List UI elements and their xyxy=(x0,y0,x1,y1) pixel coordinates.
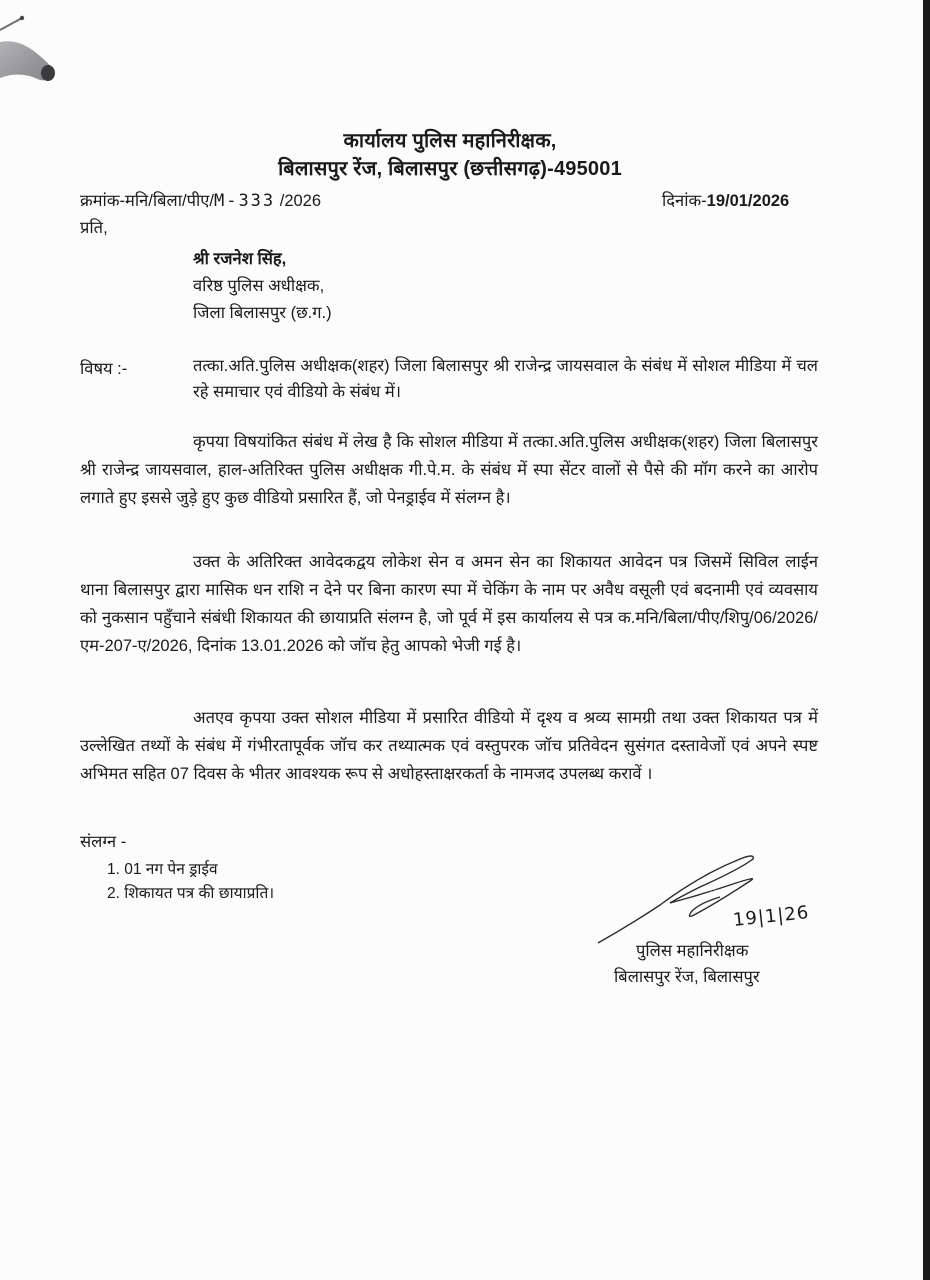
enclosure-item-2: 2. शिकायत पत्र की छायाप्रति। xyxy=(107,885,275,902)
reference-suffix: /2026 xyxy=(275,192,322,210)
addressee-name: श्री रजनेश सिंह, xyxy=(193,250,287,268)
body-paragraph-3 xyxy=(80,704,818,788)
enclosure-item-1: 1. 01 नग पेन ड्राईव xyxy=(107,861,218,878)
letter-date xyxy=(662,188,789,211)
paragraph-text: कृपया विषयांकित संबंध में लेख है कि सोशल मीडिया में तत्का.अति.पुलिस अधीक्षक(शहर) जिला बिलासपुर श्री राजेन्द्र जायसवाल, हाल-अतिरिक्त पुलिस अधीक्षक गी.पे.म. के संबंध में स्पा सेंटर वालों से पैसे की मॉग करने का आरोप लगाते हुए इससे जुड़े हुए कुछ वीडियो प्रसारित हैं, जो पेनड्राईव में संलग्न है। xyxy=(80,433,818,507)
subject-body: तत्का.अति.पुलिस अधीक्षक(शहर) जिला बिलासपुर श्री राजेन्द्र जायसवाल के संबंध में सोशल मीडिया में चल रहे समाचार एवं वीडियो के संबंध में। xyxy=(193,357,818,401)
date-value: 19/01/2026 xyxy=(706,192,790,210)
reference-number xyxy=(80,188,321,211)
binder-clip-image xyxy=(0,0,70,90)
signatory-office: बिलासपुर रेंज, बिलासपुर xyxy=(614,968,760,986)
addressee-location: जिला बिलासपुर (छ.ग.) xyxy=(193,304,332,322)
office-title: कार्यालय पुलिस महानिरीक्षक, xyxy=(343,130,557,152)
subject-text xyxy=(193,353,818,405)
paragraph-text: अतएव कृपया उक्त सोशल मीडिया में प्रसारित वीडियो में दृश्य व श्रव्य सामग्री तथा उक्त शिकायत पत्र में उल्लेखित तथ्यों के संबंध में गंभीरतापूर्वक जॉच कर तथ्यात्मक एवं वस्तुपरक जॉच प्रतिवेदन सुसंगत दस्तावेजों एवं अपने स्पष्ट अभिमत सहित 07 दिवस के भीतर आवश्यक रूप से अधोहस्ताक्षरकर्ता के नामजद उपलब्ध करावें । xyxy=(80,709,818,783)
subject-label: विषय :- xyxy=(80,360,128,378)
enclosures-label: संलग्न - xyxy=(80,833,127,851)
signatory-designation: पुलिस महानिरीक्षक xyxy=(636,942,749,960)
body-paragraph-1 xyxy=(80,428,818,512)
body-paragraph-2 xyxy=(80,548,818,660)
handwritten-date: 19|1|26 xyxy=(732,902,811,931)
scan-edge-strip xyxy=(923,0,930,1280)
handwritten-reference-number: M-333 xyxy=(213,191,276,211)
date-label: दिनांक- xyxy=(662,192,707,210)
office-address: बिलासपुर रेंज, बिलासपुर (छत्तीसगढ़)-495001 xyxy=(278,158,622,180)
addressee-designation: वरिष्ठ पुलिस अधीक्षक, xyxy=(193,277,325,295)
paragraph-text: उक्त के अतिरिक्त आवेदकद्वय लोकेश सेन व अमन सेन का शिकायत आवेदन पत्र जिसमें सिविल लाईन थाना बिलासपुर द्वारा मासिक धन राशि न देने पर बिना कारण स्पा में चेकिंग के नाम पर अवैध वसूली एवं बदनामी एवं व्यवसाय को नुकसान पहुँचाने संबंधी शिकायत की छायाप्रति संलग्न है, जो पूर्व में इस कार्यालय से पत्र क.मनि/बिला/पीए/शिपु/06/2026/एम-207-ए/2026, दिनांक 13.01.2026 को जॉच हेतु आपको भेजी गई है। xyxy=(80,553,818,655)
handwritten-signature xyxy=(590,845,830,945)
to-label: प्रति, xyxy=(80,219,108,237)
reference-prefix: क्रमांक-मनि/बिला/पीए/ xyxy=(80,192,214,210)
